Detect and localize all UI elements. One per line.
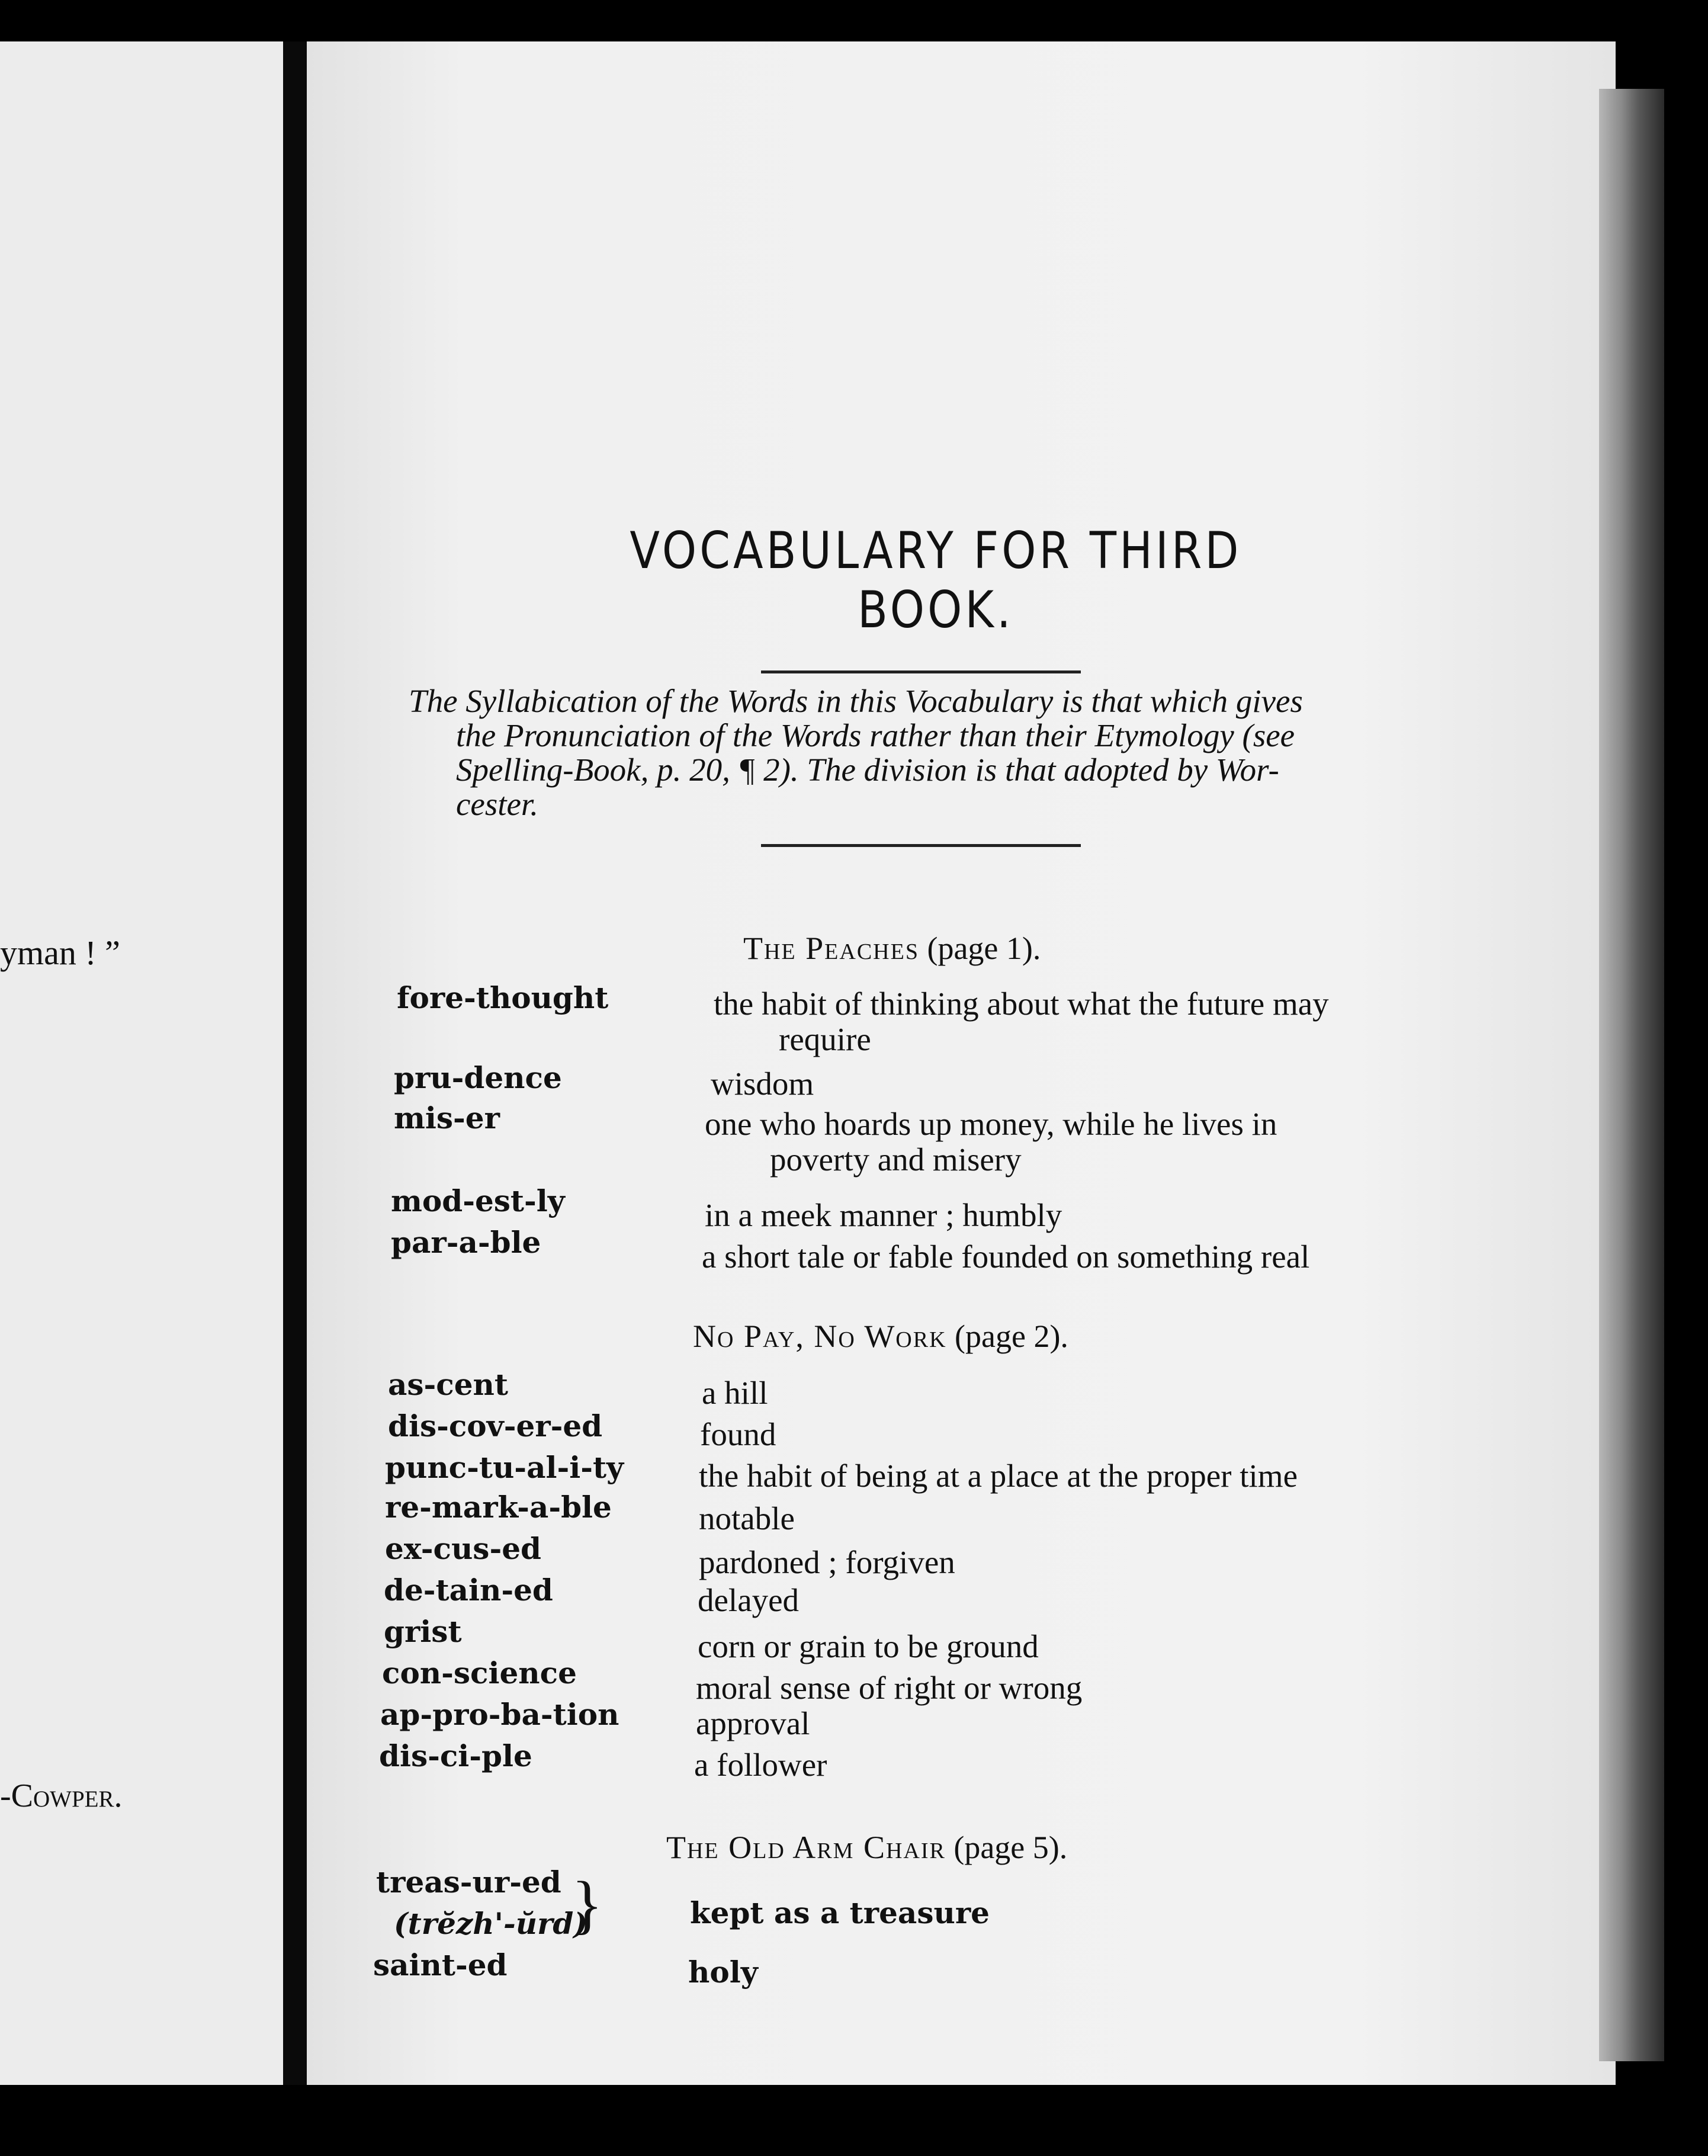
vocab-definition: pardoned ; forgiven bbox=[699, 1544, 955, 1580]
vocab-term: re-mark-a-ble bbox=[385, 1490, 612, 1525]
vocab-term: ap-pro-ba-tion bbox=[380, 1697, 619, 1732]
section-heading-no-pay bbox=[693, 1318, 1068, 1355]
vocab-term: pru-dence bbox=[394, 1060, 562, 1095]
vocab-definition: corn or grain to be ground bbox=[698, 1628, 1039, 1664]
top-rule bbox=[761, 670, 1081, 673]
definition-line: one who hoards up money, while he lives in bbox=[705, 1106, 1277, 1142]
intro-paragraph bbox=[409, 684, 1457, 822]
definition-line: the habit of thinking about what the future may bbox=[714, 986, 1329, 1022]
vocab-definition: kept as a treasure bbox=[690, 1895, 990, 1930]
vocab-term: mod-est-ly bbox=[391, 1183, 565, 1218]
section-heading-old-arm-chair bbox=[666, 1829, 1067, 1866]
left-page-fragment: yman ! ” bbox=[0, 933, 120, 972]
vocab-definition: a follower bbox=[694, 1747, 827, 1783]
vocab-definition: moral sense of right or wrong bbox=[696, 1670, 1083, 1706]
book-gutter bbox=[283, 41, 307, 2085]
vocab-term: dis-ci-ple bbox=[379, 1738, 532, 1773]
section-title: No Pay, No Work bbox=[693, 1318, 947, 1354]
section-title: The Old Arm Chair bbox=[666, 1830, 946, 1865]
vocab-definition: found bbox=[700, 1416, 776, 1452]
brace-icon: } bbox=[572, 1868, 603, 1940]
bottom-rule bbox=[761, 844, 1081, 847]
section-page: (page 2). bbox=[955, 1318, 1068, 1354]
vocab-term: grist bbox=[384, 1614, 462, 1649]
pronunciation-note: (trĕzh'-ŭrd) bbox=[394, 1906, 588, 1941]
section-title: The Peaches bbox=[743, 931, 919, 966]
definition-continuation: poverty and misery bbox=[770, 1141, 1022, 1178]
page-title: VOCABULARY FOR THIRD BOOK. bbox=[630, 521, 1242, 640]
vocab-definition: wisdom bbox=[711, 1066, 814, 1102]
section-page: (page 5). bbox=[953, 1830, 1068, 1865]
intro-line-4: cester. bbox=[456, 786, 538, 822]
vocab-definition: the habit of being at a place at the proper time bbox=[699, 1458, 1298, 1494]
vocab-definition: in a meek manner ; humbly bbox=[705, 1197, 1062, 1233]
intro-line-3: Spelling-Book, p. 20, ¶ 2). The division is that adopted by Wor- bbox=[456, 752, 1279, 788]
vocab-term: par-a-ble bbox=[391, 1225, 541, 1260]
vocab-definition: a hill bbox=[702, 1375, 768, 1411]
left-page-author: -Cowper. bbox=[0, 1778, 123, 1814]
vocab-term: mis-er bbox=[394, 1101, 500, 1135]
vocab-definition: notable bbox=[699, 1500, 795, 1536]
vocab-term: treas-ur-ed bbox=[376, 1865, 561, 1900]
vocab-term: punc-tu-al-i-ty bbox=[385, 1450, 624, 1485]
vocab-definition: delayed bbox=[698, 1582, 800, 1618]
vocab-definition: holy bbox=[688, 1955, 758, 1990]
vocab-term: saint-ed bbox=[373, 1948, 508, 1982]
page-edge bbox=[1599, 89, 1664, 2061]
vocab-term: dis-cov-er-ed bbox=[388, 1409, 603, 1443]
vocab-term: fore-thought bbox=[397, 980, 609, 1015]
section-heading-peaches bbox=[743, 930, 1041, 967]
vocab-term: ex-cus-ed bbox=[385, 1531, 541, 1566]
vocab-definition bbox=[705, 1106, 1469, 1178]
definition-continuation: require bbox=[779, 1021, 871, 1057]
left-page bbox=[0, 41, 283, 2085]
vocab-term: con-science bbox=[382, 1656, 577, 1690]
intro-line-1: The Syllabication of the Words in this Vocabulary is that which gives bbox=[409, 683, 1303, 719]
vocab-term: as-cent bbox=[388, 1367, 509, 1402]
vocab-term: de-tain-ed bbox=[384, 1573, 553, 1608]
vocab-definition bbox=[714, 986, 1472, 1057]
section-page: (page 1). bbox=[927, 931, 1041, 966]
vocab-definition: a short tale or fable founded on something real bbox=[702, 1239, 1310, 1275]
vocab-definition: approval bbox=[696, 1705, 810, 1741]
intro-line-2: the Pronunciation of the Words rather than their Etymology (see bbox=[456, 717, 1295, 753]
